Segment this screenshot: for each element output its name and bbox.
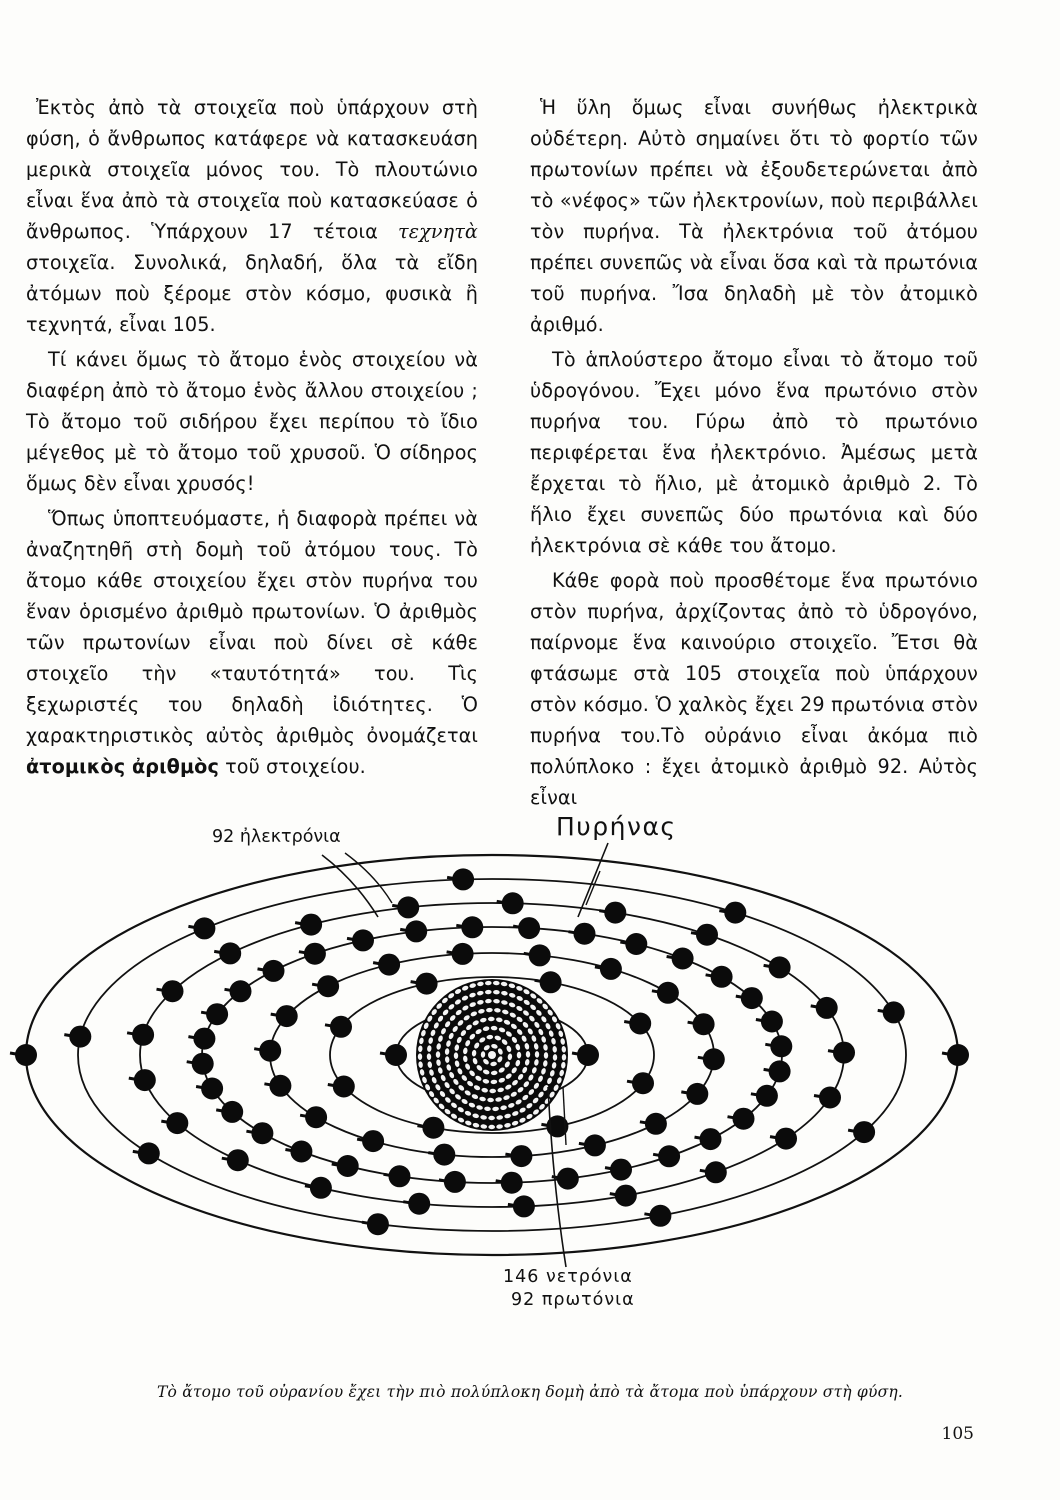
electron — [579, 1134, 606, 1156]
left-column — [26, 92, 478, 786]
electron — [620, 933, 647, 955]
electron — [325, 1016, 352, 1038]
electron — [347, 929, 374, 951]
electron — [828, 1042, 855, 1064]
nucleus-pointer-line — [586, 871, 600, 905]
electron — [751, 1085, 778, 1107]
electron — [384, 1165, 411, 1187]
electron — [681, 1083, 708, 1105]
electron — [811, 997, 838, 1019]
electron — [216, 1101, 243, 1123]
electron — [496, 1172, 523, 1194]
electron — [295, 914, 322, 936]
electron — [599, 902, 626, 924]
electron — [667, 948, 694, 970]
electron — [225, 980, 252, 1002]
electron — [380, 1044, 407, 1066]
electron — [719, 902, 746, 924]
electron — [610, 1185, 637, 1207]
electron — [848, 1121, 875, 1143]
electron — [595, 958, 622, 980]
electron — [222, 1149, 249, 1171]
electrons-label: 92 ἠλεκτρόνια — [212, 827, 341, 847]
right-paragraph-3: Κάθε φορὰ ποὺ προσθέτομε ἕνα πρωτόνιο στὸν πυρήνα, ἀρχίζοντας ἀπὸ τὸ ὑδρογόνο, παίρνομε ἕνα καινούριο στοιχεῖο. Ἔτσι θὰ φτάσωμε στὰ 105 στοιχεῖα ποὺ ὑπάρχουν στὸν κόσμο. Ὁ χαλκὸς ἔχει 29 πρωτόνια στὸν πυρήνα του.Τὸ οὐράνιο εἶναι ἀκόμα πιὸ πολύπλοκο : ἔχει ἀτομικὸ ἀριθμὸ 92. Αὐτὸς εἶναι — [530, 569, 978, 809]
nucleon — [488, 1051, 496, 1059]
electron — [535, 971, 562, 993]
electron — [64, 1026, 91, 1048]
electron — [373, 954, 400, 976]
electron — [700, 1161, 727, 1183]
bold-term: ἀτομικὸς ἀριθμὸς — [26, 755, 219, 778]
electron — [299, 943, 326, 965]
electron — [653, 1145, 680, 1167]
protons-count-label: 92 πρωτόνια — [511, 1290, 635, 1310]
electron — [129, 1069, 156, 1091]
electron — [513, 917, 540, 939]
electron — [428, 1144, 455, 1166]
electron — [644, 1205, 671, 1227]
electron — [698, 1048, 725, 1070]
electron — [497, 892, 524, 914]
electron — [400, 920, 427, 942]
electron — [264, 1075, 291, 1097]
right-paragraph-2: Τὸ ἁπλούστερο ἄτομο εἶναι τὸ ἄτομο τοῦ ὑδρογόνου. Ἔχει μόνο ἕνα πρωτόνιο στὸν πυρήνα του. Γύρω ἀπὸ τὸ πρωτόνιο περιφέρεται ἕνα ἠλεκτρόνιο. Ἀμέσως μετὰ ἔρχεται τὸ ἥλιο, μὲ ἀτομικὸ ἀριθμὸ 2. Τὸ ἥλιο ἔχει συνεπῶς δύο πρωτόνια καὶ δύο ἠλεκτρόνια σὲ κάθε του ἄτομο. — [530, 348, 978, 557]
electron — [258, 960, 285, 982]
electron — [411, 973, 438, 995]
electron — [640, 1113, 667, 1135]
electron — [157, 980, 184, 1002]
electron — [332, 1155, 359, 1177]
electron — [10, 1044, 37, 1066]
electron — [765, 1035, 792, 1057]
electron — [403, 1193, 430, 1215]
neutrons-count-label: 146 νετρόνια — [503, 1267, 633, 1287]
electron — [572, 1044, 599, 1066]
left-paragraph-2: Τί κάνει ὅμως τὸ ἄτομο ἑνὸς στοιχείου νὰ διαφέρη ἀπὸ τὸ ἄτομο ἑνὸς ἄλλου στοιχείου ; Τὸ ἄτομο τοῦ σιδήρου ἔχει περίπου τὸ ἴδιο μέγεθος μὲ τὸ ἄτομο τοῦ χρυσοῦ. Ὁ σίδηρος ὅμως δὲν εἶναι χρυσός! — [26, 348, 478, 495]
electron — [627, 1072, 654, 1094]
electron — [524, 944, 551, 966]
text-run: τοῦ στοιχείου. — [218, 755, 366, 778]
nucleon — [517, 1052, 521, 1059]
electron — [439, 1171, 466, 1193]
electron — [878, 1001, 905, 1023]
electron — [764, 1060, 791, 1082]
electron — [305, 1177, 332, 1199]
electron — [447, 943, 474, 965]
electron — [271, 1005, 298, 1027]
nucleus-composition-labels — [503, 1266, 635, 1312]
electron — [605, 1159, 632, 1181]
nucleon — [488, 1125, 495, 1129]
electron — [756, 1011, 783, 1033]
electron — [652, 982, 679, 1004]
italic-word: τεχνητὰ — [398, 220, 478, 243]
electron — [814, 1087, 841, 1109]
electron — [695, 1128, 722, 1150]
electron — [357, 1130, 384, 1152]
electron — [688, 1013, 715, 1035]
nucleus-pointer-line — [578, 843, 608, 917]
electron — [569, 923, 596, 945]
electron — [505, 1145, 532, 1167]
electron — [328, 1076, 355, 1098]
electron — [392, 896, 419, 918]
text-run: Ἐκτὸς ἀπὸ τὰ στοιχεῖα ποὺ ὑπάρχουν στὴ φύση, ὁ ἄνθρωπος κατάφερε νὰ κατασκευάση μερικὰ στοιχεῖα μόνος του. Τὸ πλουτώνιο εἶναι ἕνα ἀπὸ τὰ στοιχεῖα ποὺ κατασκεύασε ὁ ἄνθρωπος. Ὑπάρχουν 17 τέτοια — [26, 96, 478, 243]
electron — [508, 1195, 535, 1217]
electron — [188, 1028, 215, 1050]
figure-caption: Τὸ ἄτομο τοῦ οὐρανίου ἔχει τὴν πιὸ πολύπλοκη δομὴ ἀπὸ τὰ ἄτομα ποὺ ὑπάρχουν στὴ φύση. — [157, 1383, 903, 1401]
electron — [214, 942, 241, 964]
electron — [362, 1213, 389, 1235]
electron — [312, 975, 339, 997]
electron — [447, 868, 474, 890]
text-run: Ὅπως ὑποπτευόμαστε, ἡ διαφορὰ πρέπει νὰ ἀναζητηθῆ στὴ δομὴ τοῦ ἀτόμου τους. Τὸ ἄτομο κάθε στοιχείου ἔχει στὸν πυρήνα του ἕναν ὁρισμένο ἀριθμὸ πρωτονίων. Ὁ ἀριθμὸς τῶν πρωτονίων εἶναι ποὺ δίνει σὲ κάθε στοιχεῖο τὴν «ταυτότητά» του. Τὶς ξεχωριστές του δηλαδὴ ἰδιότητες. Ὁ χαρακτηριστικὸς αὐτὸς ἀριθμὸς ὀνομάζεται — [26, 507, 478, 747]
nucleus-label: Πυρήνας — [556, 812, 677, 841]
nucleon — [488, 1116, 495, 1120]
electron — [691, 924, 718, 946]
electron — [285, 1141, 312, 1163]
neutrons-pointer-line — [563, 1087, 566, 1145]
right-paragraph-1: Ἡ ὕλη ὅμως εἶναι συνήθως ἠλεκτρικὰ οὐδέτερη. Αὐτὸ σημαίνει ὅτι τὸ φορτίο τῶν πρωτονίων πρέπει νὰ ἐξουδετερώνεται ἀπὸ τὸ «νέφος» τῶν ἠλεκτρονίων, ποὺ περιβάλλει τὸν πυρήνα. Τὰ ἠλεκτρόνια τοῦ ἀτόμου πρέπει συνεπῶς νὰ εἶναι ὅσα καὶ τὰ πρωτόνια τοῦ πυρήνα. Ἴσα δηλαδὴ μὲ τὸν ἀτομικὸ ἀριθμό. — [530, 96, 978, 336]
left-paragraph-3 — [26, 503, 478, 782]
nucleus — [416, 979, 568, 1131]
electron — [624, 1013, 651, 1035]
page-number: 105 — [941, 1424, 974, 1444]
text-run: στοιχεῖα. Συνολικά, δηλαδή, ὅλα τὰ εἴδη ἀτόμων ποὺ ξέρομε στὸν κόσμο, φυσικὰ ἢ τεχνητά, εἶναι 105. — [26, 251, 478, 336]
electron — [456, 916, 483, 938]
right-column — [530, 92, 978, 817]
electron — [417, 1117, 444, 1139]
electron — [127, 1024, 154, 1046]
electron — [201, 1003, 228, 1025]
nucleon — [436, 1051, 440, 1058]
electron — [188, 917, 215, 939]
nucleon — [544, 1052, 548, 1059]
electron — [706, 966, 733, 988]
electron — [161, 1112, 188, 1134]
electron — [254, 1040, 281, 1062]
electron — [942, 1044, 969, 1066]
electron — [196, 1078, 223, 1100]
electron — [187, 1053, 214, 1075]
left-paragraph-1 — [26, 92, 478, 340]
electron — [736, 987, 763, 1009]
